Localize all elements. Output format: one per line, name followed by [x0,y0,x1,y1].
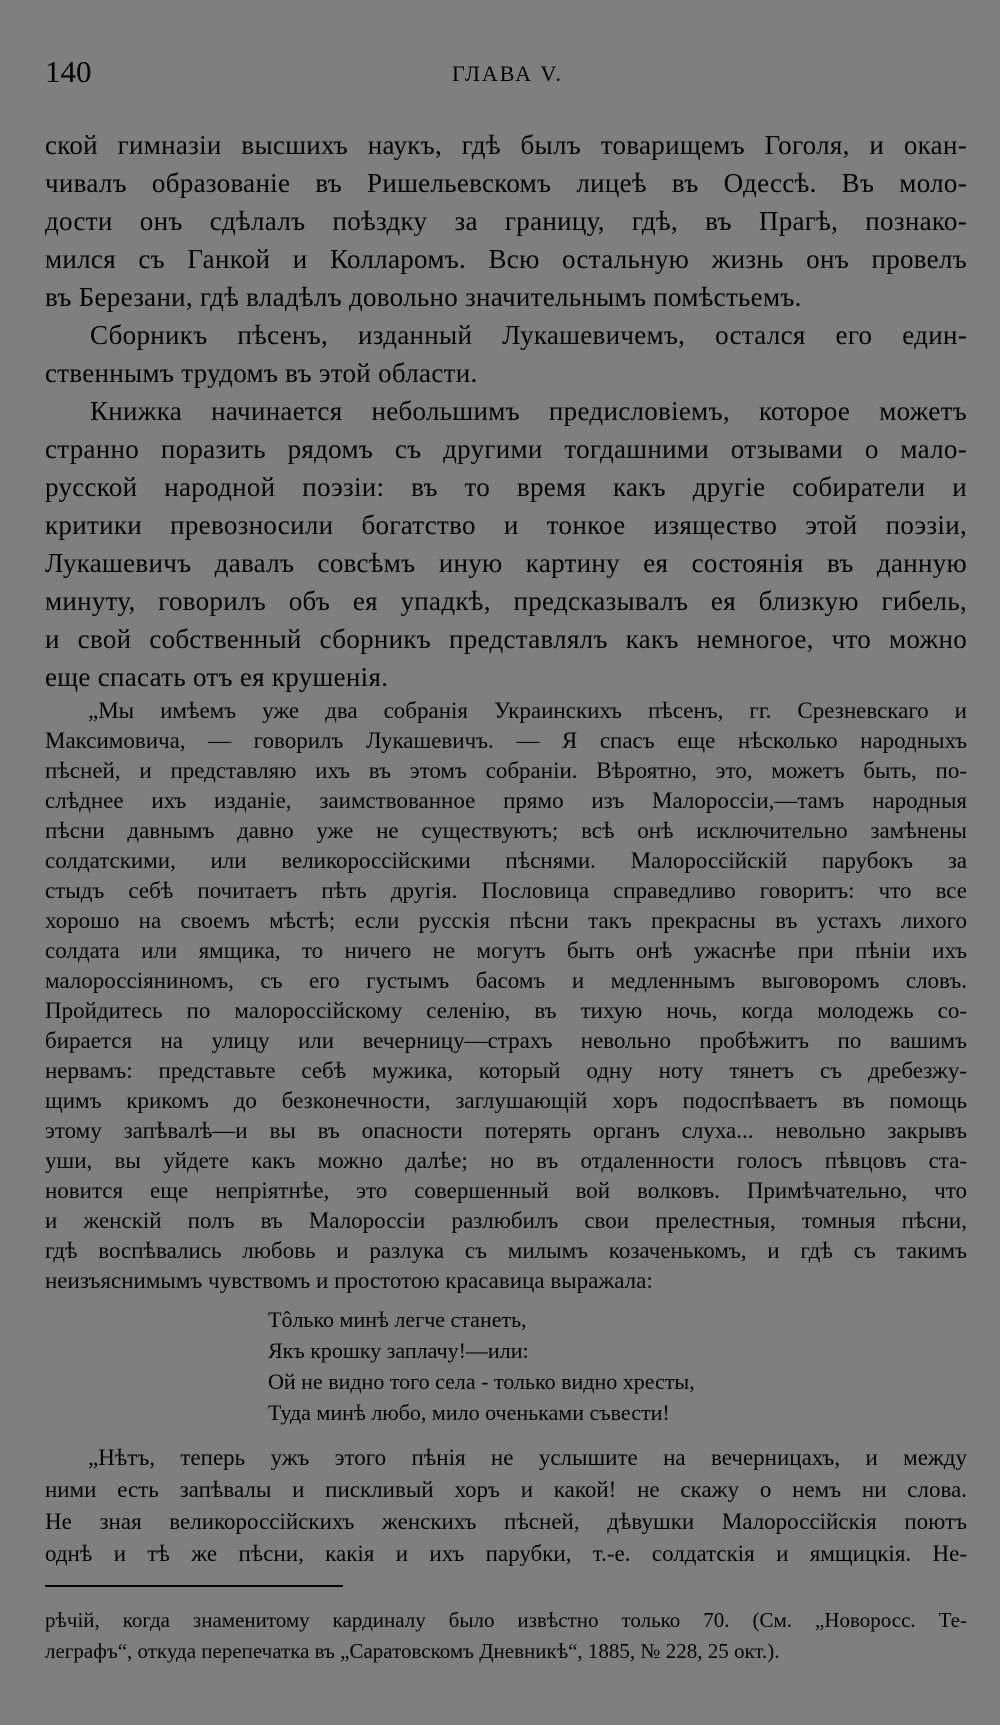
quote-line: новится еще непріятнѣе, это совершенный вой волковъ. Примѣчательно, что [45,1178,967,1203]
footnote-line: леграфъ“, откуда перепечатка въ „Саратовскомъ Дневникѣ“, 1885, № 228, 25 окт.). [45,1639,780,1663]
text-line: ственнымъ трудомъ въ этой области. [45,358,478,388]
verse-line: Тôлько минѣ легче станеть, [268,1307,527,1332]
quote-line: неизъяснимымъ чувствомъ и простотою красавица выражала: [45,1268,653,1293]
quote-line: хорошо на своемъ мѣстѣ; если русскія пѣсни такъ прекрасны въ устахъ лихого [45,908,967,933]
text-line: странно поразить рядомъ съ другими тогдашними отзывами о мало- [45,434,967,464]
quote-line: малороссіяниномъ, съ его густымъ басомъ и медленнымъ выговоромъ словъ. [45,968,967,993]
quote-line: нервамъ: представьте себѣ мужика, который одну ноту тянетъ съ дребезжу- [45,1058,967,1083]
running-title: ГЛАВА V. [451,61,564,86]
quote-line: гдѣ воспѣвались любовь и разлука съ милымъ козаченькомъ, и гдѣ съ такимъ [45,1238,967,1263]
text-line: ской гимназіи высшихъ наукъ, гдѣ былъ товарищемъ Гоголя, и окан- [45,130,967,160]
quote-line: Пройдитесь по малороссійскому селенію, въ тихую ночь, когда молодежь со- [45,998,967,1023]
text-line: Книжка начинается небольшимъ предисловіемъ, которое можетъ [90,396,967,426]
quote-line: „Нѣтъ, теперь ужъ этого пѣнія не услышите на вечерницахъ, и между [88,1445,967,1470]
text-line: въ Березани, гдѣ владѣлъ довольно значительнымъ помѣстьемъ. [45,282,802,312]
verse-line: Ой не видно того села - только видно хресты, [268,1369,695,1394]
text-line: критики превозносили богатство и тонкое изящество этой поэзіи, [45,510,967,540]
footnote-divider [45,1585,343,1587]
quote-line: бирается на улицу или вечерницу—страхъ невольно пробѣжитъ по вашимъ [45,1028,967,1053]
quote-line: слѣднее ихъ изданіе, заимствованное прямо изъ Малороссіи,—тамъ народныя [45,788,967,813]
quote-line: ними есть запѣвалы и пискливый хоръ и какой! не скажу о немъ ни слова. [45,1477,967,1502]
quote-line: стыдъ себѣ почитаетъ пѣть другія. Пословица справедливо говоритъ: что все [45,878,967,903]
quote-line: Максимовича, — говорилъ Лукашевичъ. — Я спасъ еще нѣсколько народныхъ [45,728,967,753]
quote-line: пѣсней, и представляю ихъ въ этомъ собраніи. Вѣроятно, это, можетъ быть, по- [45,758,967,783]
text-line: минуту, говорилъ объ ея упадкѣ, предсказывалъ ея близкую гибель, [45,586,967,616]
text-line: дости онъ сдѣлалъ поѣздку за границу, гдѣ, въ Прагѣ, познако- [45,206,967,236]
quote-line: Не зная великороссійскихъ женскихъ пѣсней, дѣвушки Малороссійскія поютъ [45,1509,967,1534]
quote-line: однѣ и тѣ же пѣсни, какія и ихъ парубки, т.-е. солдатскія и ямщицкія. Не- [45,1541,967,1566]
page-number: 140 [45,54,92,89]
footnote-line: рѣчій, когда знаменитому кардиналу было извѣстно только 70. (См. „Новоросс. Те- [45,1608,967,1632]
text-line: мился съ Ганкой и Колларомъ. Всю остальную жизнь онъ провелъ [45,244,967,274]
text-line: Лукашевичъ давалъ совсѣмъ иную картину ея состоянія въ данную [45,548,967,578]
quote-line: уши, вы уйдете какъ можно далѣе; но въ отдаленности голосъ пѣвцовъ ста- [45,1148,967,1173]
quote-line: „Мы имѣемъ уже два собранія Украинскихъ пѣсенъ, гг. Срезневскаго и [88,698,967,723]
verse-line: Туда минѣ любо, мило оченьками съвести! [268,1400,670,1425]
text-line: и свой собственный сборникъ представлялъ какъ немногое, что можно [45,624,967,654]
quote-line: этому запѣвалѣ—и вы въ опасности потерять органъ слуха... невольно закрывъ [45,1118,967,1143]
quote-line: и женскій полъ въ Малороссіи разлюбилъ свои прелестныя, томныя пѣсни, [45,1208,967,1233]
text-line: еще спасать отъ ея крушенія. [45,662,389,692]
text-line: Сборникъ пѣсенъ, изданный Лукашевичемъ, остался его един- [90,320,967,350]
quote-line: солдатскими, или великороссійскими пѣснями. Малороссійскій парубокъ за [45,848,967,873]
quote-line: щимъ крикомъ до безконечности, заглушающій хоръ подоспѣваетъ въ помощь [45,1088,967,1113]
text-line: русской народной поэзіи: въ то время какъ другіе собиратели и [45,472,967,502]
verse-line: Якъ крошку заплачу!—или: [268,1338,529,1363]
text-line: чивалъ образованіе въ Ришельевскомъ лицеѣ въ Одессѣ. Въ моло- [45,168,967,198]
quote-line: пѣсни давнымъ давно уже не существуютъ; всѣ онѣ исключительно замѣнены [45,818,967,843]
page-header [45,52,970,92]
quote-line: солдата или ямщика, то ничего не могутъ быть онѣ ужаснѣе при пѣніи ихъ [45,938,967,963]
